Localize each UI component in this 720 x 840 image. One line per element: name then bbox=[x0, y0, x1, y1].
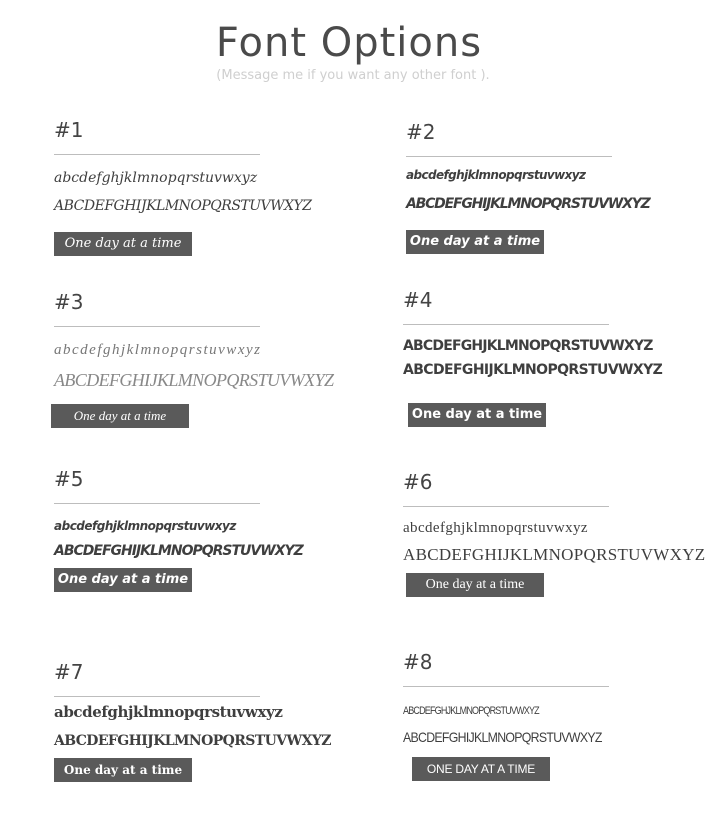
option-divider bbox=[403, 506, 609, 507]
sample-phrase-box: One day at a time bbox=[54, 232, 192, 256]
font-option-8 bbox=[403, 650, 720, 800]
sample-phrase-box: One day at a time bbox=[406, 230, 544, 254]
option-divider bbox=[403, 324, 609, 325]
uppercase-sample: ABCDEFGHIJKLMNOPQRSTUVWXYZ bbox=[406, 196, 650, 212]
option-divider bbox=[54, 696, 260, 697]
lowercase-sample: ABCDEFGHJKLMNOPQRSTUVWXYZ bbox=[403, 705, 539, 717]
sample-phrase-box: ONE DAY AT A TIME bbox=[412, 757, 550, 781]
sample-phrase-box: One day at a time bbox=[406, 573, 544, 597]
lowercase-sample: ABCDEFGHJKLMNOPQRSTUVWXYZ bbox=[403, 338, 653, 354]
uppercase-sample: ABCDEFGHIJKLMNOPQRSTUVWXYZ bbox=[403, 729, 602, 745]
page-title: Font Options bbox=[215, 20, 483, 66]
uppercase-sample: ABCDEFGHIJKLMNOPQRSTUVWXYZ bbox=[54, 733, 331, 749]
font-option-2 bbox=[406, 120, 720, 270]
option-number: #1 bbox=[54, 118, 84, 142]
uppercase-sample: ABCDEFGHIJKLMNOPQRSTUVWXYZ bbox=[54, 370, 334, 390]
font-option-3 bbox=[54, 290, 374, 440]
option-number: #7 bbox=[54, 660, 84, 684]
option-number: #2 bbox=[406, 120, 436, 144]
uppercase-sample: ABCDEFGHIJKLMNOPQRSTUVWXYZ bbox=[54, 543, 303, 559]
lowercase-sample: abcdefghjklmnopqrstuvwxyz bbox=[406, 168, 586, 182]
option-divider bbox=[54, 154, 260, 155]
sample-phrase-box: One day at a time bbox=[408, 403, 546, 427]
option-divider bbox=[406, 156, 612, 157]
font-option-4 bbox=[403, 288, 720, 438]
uppercase-sample: ABCDEFGHIJKLMNOPQRSTUVWXYZ bbox=[54, 198, 312, 214]
uppercase-sample: ABCDEFGHIJKLMNOPQRSTUVWXYZ bbox=[403, 545, 706, 564]
font-option-6 bbox=[403, 470, 720, 620]
lowercase-sample: abcdefghjklmnopqrstuvwxyz bbox=[54, 703, 283, 721]
page-subtitle: (Message me if you want any other font ). bbox=[216, 68, 490, 83]
lowercase-sample: abcdefghjklmnopqrstuvwxyz bbox=[54, 342, 262, 358]
uppercase-sample: ABCDEFGHIJKLMNOPQRSTUVWXYZ bbox=[403, 362, 663, 378]
lowercase-sample: abcdefghjklmnopqrstuvwxyz bbox=[54, 519, 236, 533]
option-number: #3 bbox=[54, 290, 84, 314]
font-option-7 bbox=[54, 660, 374, 810]
option-number: #5 bbox=[54, 467, 84, 491]
option-divider bbox=[54, 326, 260, 327]
lowercase-sample: abcdefghjklmnopqrstuvwxyz bbox=[403, 520, 588, 536]
lowercase-sample: abcdefghjklmnopqrstuvwxyz bbox=[54, 170, 258, 186]
option-number: #8 bbox=[403, 650, 433, 674]
font-option-5 bbox=[54, 467, 374, 617]
sample-phrase-box: One day at a time bbox=[51, 404, 189, 428]
sample-phrase-box: One day at a time bbox=[54, 758, 192, 782]
option-number: #6 bbox=[403, 470, 433, 494]
option-divider bbox=[54, 503, 260, 504]
option-number: #4 bbox=[403, 288, 433, 312]
font-option-1 bbox=[54, 118, 374, 268]
option-divider bbox=[403, 686, 609, 687]
sample-phrase-box: One day at a time bbox=[54, 568, 192, 592]
